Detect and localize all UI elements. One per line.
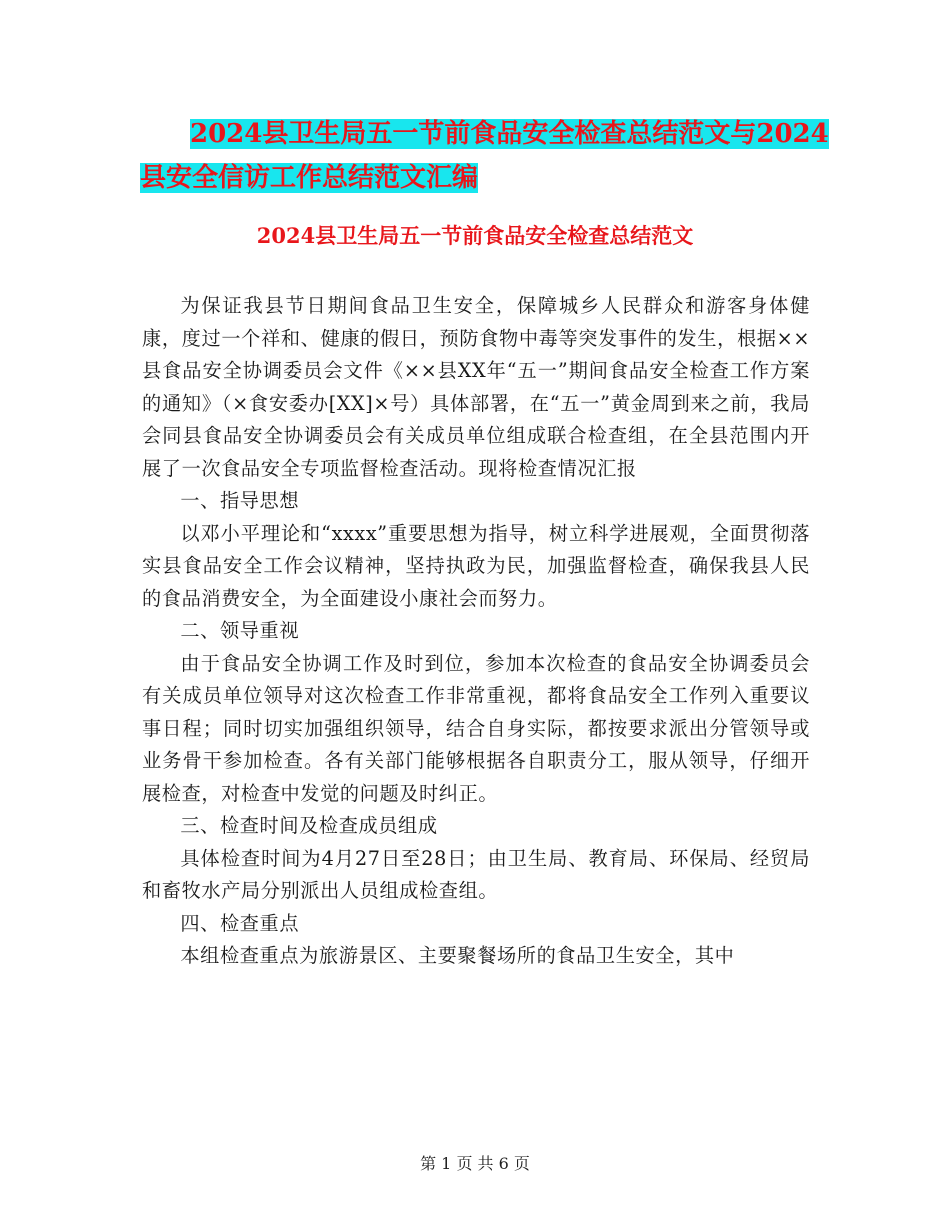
intro-paragraph: 为保证我县节日期间食品卫生安全，保障城乡人民群众和游客身体健康，度过一个祥和、健康的假日，预防食物中毒等突发事件的发生，根据××县食品安全协调委员会文件《××县XX年“五一”期间食品安全检查工作方案的通知》（×食安委办[XX]×号）具体部署，在“五一”黄金周到来之前，我局会同县食品安全协调委员会有关成员单位组成联合检查组，在全县范围内开展了一次食品安全专项监督检查活动。现将检查情况汇报: [142, 294, 810, 480]
document-title-line-1: 2024县卫生局五一节前食品安全检查总结范文与2024: [190, 119, 829, 149]
inspection-time-paragraph: 具体检查时间为4月27日至28日；由卫生局、教育局、环保局、经贸局和畜牧水产局分别派出人员组成检查组。: [142, 846, 810, 902]
document-title-line-2: 县安全信访工作总结范文汇编: [140, 163, 479, 193]
section-heading-inspection-time: 三、检查时间及检查成员组成: [180, 814, 438, 837]
guiding-thought-paragraph: 以邓小平理论和“xxxx”重要思想为指导，树立科学进展观，全面贯彻落实县食品安全工作会议精神，坚持执政为民，加强监督检查，确保我县人民的食品消费安全，为全面建设小康社会而努力。: [142, 521, 810, 610]
document-body: [142, 290, 810, 973]
section-title: 2024县卫生局五一节前食品安全检查总结范文: [256, 223, 694, 248]
inspection-focus-paragraph: 本组检查重点为旅游景区、主要聚餐场所的食品卫生安全，其中: [180, 944, 735, 967]
document-title: [140, 112, 829, 200]
section-heading-inspection-focus: 四、检查重点: [180, 911, 300, 935]
leadership-paragraph: 由于食品安全协调工作及时到位，参加本次检查的食品安全协调委员会有关成员单位领导对这次检查工作非常重视，都将食品安全工作列入重要议事日程；同时切实加强组织领导，结合自身实际，都按要求派出分管领导或业务骨干参加检查。各有关部门能够根据各自职责分工，服从领导，仔细开展检查，对检查中发觉的问题及时纠正。: [142, 651, 810, 805]
section-heading-guiding-thought: 一、指导思想: [180, 489, 300, 512]
page-footer: 第 1 页 共 6 页: [420, 1154, 530, 1173]
section-heading-leadership: 二、领导重视: [180, 619, 300, 642]
